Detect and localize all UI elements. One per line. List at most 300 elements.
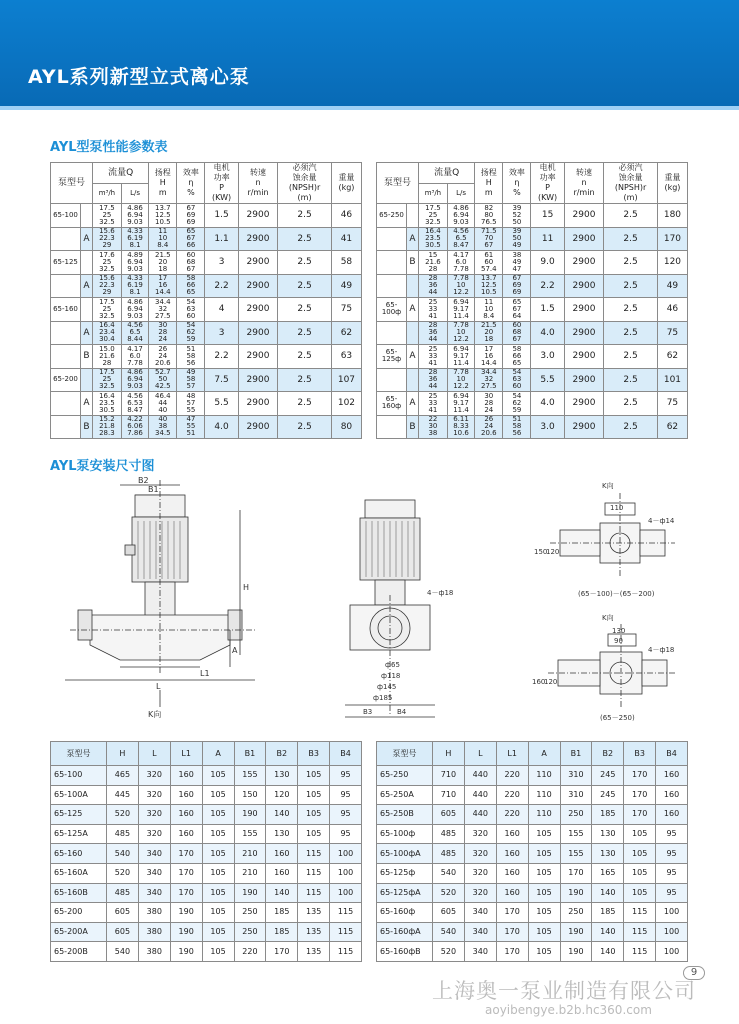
value-cell: 4.56 6.5 8.47 [447, 227, 474, 251]
table-header-row [377, 742, 688, 766]
value-cell: 95 [656, 883, 688, 903]
table-row [51, 227, 362, 251]
label-dim-150: 150 [534, 548, 548, 556]
value-cell: 115 [298, 863, 330, 883]
value-cell: 340 [464, 922, 496, 942]
value-cell: 105 [528, 844, 560, 864]
value-cell: 2.5 [278, 368, 332, 392]
table-row [51, 844, 362, 864]
performance-table-right [376, 162, 688, 439]
sub-model-cell [407, 368, 419, 392]
value-cell: 320 [138, 824, 170, 844]
value-cell: 71.5 70 67 [475, 227, 503, 251]
value-cell: 2.5 [278, 392, 332, 416]
sub-model-cell: A [81, 227, 93, 251]
value-cell: 4.0 [531, 321, 564, 345]
value-cell: 150 [234, 785, 266, 805]
value-cell: 130 [592, 824, 624, 844]
company-name: 上海奥一泵业制造有限公司 [432, 979, 696, 1003]
value-cell: 4.89 6.94 9.03 [121, 251, 148, 275]
table-row [377, 922, 688, 942]
model-cell: 65-250 [377, 204, 407, 228]
performance-table-left [50, 162, 362, 439]
table-row [51, 863, 362, 883]
value-cell: 39 52 50 [503, 204, 531, 228]
value-cell: 2900 [564, 298, 604, 322]
table-header-row [51, 163, 362, 184]
banner-stripe [0, 106, 739, 110]
table-row [377, 863, 688, 883]
value-cell: 1.5 [205, 204, 238, 228]
value-cell: 95 [656, 844, 688, 864]
model-cell: 65-200B [51, 942, 107, 962]
model-cell: 65-160B [51, 883, 107, 903]
value-cell: 4.56 6.5 8.44 [121, 321, 148, 345]
header-flow-unit-m3h: m³/h [93, 183, 122, 204]
value-cell: 107 [331, 368, 361, 392]
table-row [51, 321, 362, 345]
model-cell: 65-100A [51, 785, 107, 805]
table-row [377, 766, 688, 786]
value-cell: 54 63 60 [503, 368, 531, 392]
value-cell: 115 [330, 922, 362, 942]
value-cell: 340 [138, 883, 170, 903]
value-cell: 17.6 25 32.5 [93, 251, 122, 275]
header-cell: B1 [234, 742, 266, 766]
value-cell: 160 [496, 844, 528, 864]
value-cell: 105 [202, 883, 234, 903]
table-row [377, 392, 688, 416]
value-cell: 320 [464, 883, 496, 903]
model-cell: 65-250B [377, 805, 433, 825]
label-l: L [156, 682, 161, 691]
model-cell: 65-200 [51, 368, 81, 392]
value-cell: 1.1 [205, 227, 238, 251]
value-cell: 120 [266, 785, 298, 805]
sub-model-cell [81, 368, 93, 392]
value-cell: 52.7 50 42.5 [149, 368, 177, 392]
value-cell: 3.0 [531, 415, 564, 439]
value-cell: 100 [330, 863, 362, 883]
value-cell: 100 [656, 922, 688, 942]
value-cell: 140 [592, 942, 624, 962]
model-cell [377, 227, 407, 251]
value-cell: 185 [592, 903, 624, 923]
value-cell: 190 [560, 883, 592, 903]
value-cell: 100 [656, 903, 688, 923]
value-cell: 155 [234, 824, 266, 844]
value-cell: 605 [107, 903, 139, 923]
value-cell: 95 [656, 863, 688, 883]
label-k-view-2: K向 [602, 614, 614, 622]
value-cell: 2.5 [604, 345, 658, 369]
sub-model-cell [407, 274, 419, 298]
sub-model-cell: A [81, 392, 93, 416]
value-cell: 34.4 32 27.5 [149, 298, 177, 322]
model-cell: 65-160 [51, 298, 81, 322]
value-cell: 2.5 [604, 251, 658, 275]
performance-section-title: AYL型泵性能参数表 [50, 140, 168, 155]
value-cell: 140 [266, 883, 298, 903]
model-cell: 65-160ф [377, 392, 407, 416]
value-cell: 540 [433, 863, 465, 883]
value-cell: 100 [330, 883, 362, 903]
value-cell: 2.2 [205, 274, 238, 298]
value-cell: 16.4 23.5 30.5 [419, 227, 448, 251]
label-phi145: ф145 [377, 683, 397, 691]
value-cell: 41 [331, 227, 361, 251]
header-power: 电机 功率 P (KW) [205, 163, 238, 204]
sub-model-cell [81, 298, 93, 322]
value-cell: 17 16 14.4 [475, 345, 503, 369]
value-cell: 190 [170, 903, 202, 923]
value-cell: 5.5 [205, 392, 238, 416]
table-row [377, 824, 688, 844]
value-cell: 170 [170, 863, 202, 883]
value-cell: 710 [433, 785, 465, 805]
value-cell: 540 [107, 844, 139, 864]
model-cell [377, 274, 407, 298]
value-cell: 2900 [564, 274, 604, 298]
value-cell: 170 [496, 942, 528, 962]
value-cell: 4.22 6.06 7.86 [121, 415, 148, 439]
header-efficiency: 效率 η % [503, 163, 531, 204]
value-cell: 9.0 [531, 251, 564, 275]
header-cell: B2 [592, 742, 624, 766]
value-cell: 340 [464, 903, 496, 923]
value-cell: 110 [528, 805, 560, 825]
value-cell: 190 [560, 942, 592, 962]
table-row [377, 844, 688, 864]
value-cell: 185 [266, 903, 298, 923]
sub-model-cell [81, 204, 93, 228]
value-cell: 105 [202, 844, 234, 864]
page-title: AYL系列新型立式离心泵 [28, 66, 250, 88]
header-cell: B1 [560, 742, 592, 766]
value-cell: 245 [592, 785, 624, 805]
value-cell: 105 [202, 785, 234, 805]
value-cell: 4 [205, 298, 238, 322]
value-cell: 380 [138, 903, 170, 923]
value-cell: 7.78 10 12.2 [447, 368, 474, 392]
header-power: 电机 功率 P (KW) [531, 163, 564, 204]
table-row [51, 883, 362, 903]
model-cell [377, 415, 407, 439]
value-cell: 170 [496, 903, 528, 923]
table-row [377, 883, 688, 903]
value-cell: 190 [560, 922, 592, 942]
label-phi65: ф65 [385, 661, 400, 669]
value-cell: 4.0 [531, 392, 564, 416]
value-cell: 2.5 [278, 274, 332, 298]
value-cell: 17.5 25 32.5 [93, 204, 122, 228]
model-cell: 65-125ф [377, 863, 433, 883]
value-cell: 2900 [564, 227, 604, 251]
value-cell: 2.5 [604, 392, 658, 416]
value-cell: 7.78 10 12.2 [447, 274, 474, 298]
value-cell: 75 [657, 392, 687, 416]
value-cell: 58 66 65 [503, 345, 531, 369]
table-row [377, 942, 688, 962]
value-cell: 2900 [238, 321, 278, 345]
header-cell: B3 [624, 742, 656, 766]
model-cell [51, 227, 81, 251]
table-row [51, 392, 362, 416]
value-cell: 21.5 20 18 [475, 321, 503, 345]
pump-front-elevation-drawing [335, 495, 480, 725]
value-cell: 40 38 34.5 [149, 415, 177, 439]
sub-model-cell: B [407, 415, 419, 439]
value-cell: 105 [528, 883, 560, 903]
table-header-row [51, 742, 362, 766]
value-cell: 160 [170, 824, 202, 844]
value-cell: 38 49 47 [503, 251, 531, 275]
value-cell: 6.94 9.17 11.4 [447, 298, 474, 322]
table-row [377, 903, 688, 923]
value-cell: 115 [330, 903, 362, 923]
header-head: 扬程 H m [149, 163, 177, 204]
value-cell: 2900 [238, 204, 278, 228]
value-cell: 105 [202, 805, 234, 825]
model-cell [51, 274, 81, 298]
value-cell: 3 [205, 321, 238, 345]
value-cell: 310 [560, 785, 592, 805]
value-cell: 2.5 [604, 204, 658, 228]
value-cell: 2.5 [604, 368, 658, 392]
sub-model-cell: B [407, 251, 419, 275]
value-cell: 30 28 24 [149, 321, 177, 345]
table-row [377, 204, 688, 228]
value-cell: 6.94 9.17 11.4 [447, 345, 474, 369]
table-row [377, 298, 688, 322]
header-flow-unit-m3h: m³/h [419, 183, 448, 204]
value-cell: 605 [433, 805, 465, 825]
table-row [51, 785, 362, 805]
value-cell: 16.4 23.5 30.5 [93, 392, 122, 416]
value-cell: 2900 [564, 251, 604, 275]
value-cell: 17.5 25 32.5 [93, 368, 122, 392]
value-cell: 4.86 6.94 9.03 [121, 368, 148, 392]
value-cell: 39 50 49 [503, 227, 531, 251]
header-cell: L1 [496, 742, 528, 766]
value-cell: 105 [202, 863, 234, 883]
value-cell: 105 [624, 844, 656, 864]
value-cell: 2.5 [278, 321, 332, 345]
value-cell: 95 [330, 785, 362, 805]
value-cell: 310 [560, 766, 592, 786]
value-cell: 105 [298, 766, 330, 786]
value-cell: 7.78 10 12.2 [447, 321, 474, 345]
value-cell: 1.5 [531, 298, 564, 322]
value-cell: 445 [107, 785, 139, 805]
value-cell: 2.2 [205, 345, 238, 369]
table-row [377, 321, 688, 345]
page-number: 9 [683, 966, 705, 980]
value-cell: 4.17 6.0 7.78 [447, 251, 474, 275]
value-cell: 2.2 [531, 274, 564, 298]
value-cell: 2.5 [604, 415, 658, 439]
label-b1: B1 [148, 485, 159, 494]
value-cell: 135 [298, 922, 330, 942]
value-cell: 210 [234, 863, 266, 883]
value-cell: 15.6 22.3 29 [93, 227, 122, 251]
value-cell: 65 67 66 [177, 227, 205, 251]
k-view-drawing-65-100-200 [530, 478, 680, 603]
value-cell: 165 [592, 863, 624, 883]
value-cell: 67 69 69 [503, 274, 531, 298]
value-cell: 13.7 12.5 10.5 [149, 204, 177, 228]
value-cell: 220 [496, 805, 528, 825]
table-row [377, 805, 688, 825]
value-cell: 25 33 41 [419, 392, 448, 416]
header-flow-unit-ls: L/s [447, 183, 474, 204]
model-cell [51, 415, 81, 439]
model-cell: 65-125фA [377, 883, 433, 903]
value-cell: 54 62 59 [177, 321, 205, 345]
sub-model-cell [407, 204, 419, 228]
value-cell: 2.5 [278, 298, 332, 322]
dimension-table-left [50, 741, 362, 962]
header-flow-unit-ls: L/s [121, 183, 148, 204]
value-cell: 25 33 41 [419, 345, 448, 369]
value-cell: 540 [433, 922, 465, 942]
model-cell [377, 321, 407, 345]
header-cell: H [107, 742, 139, 766]
model-cell: 65-160фB [377, 942, 433, 962]
value-cell: 155 [234, 766, 266, 786]
value-cell: 485 [107, 824, 139, 844]
value-cell: 115 [330, 942, 362, 962]
model-cell: 65-250 [377, 766, 433, 786]
model-cell: 65-125ф [377, 345, 407, 369]
value-cell: 105 [202, 942, 234, 962]
value-cell: 105 [528, 922, 560, 942]
header-head: 扬程 H m [475, 163, 503, 204]
value-cell: 60 68 67 [177, 251, 205, 275]
value-cell: 130 [266, 766, 298, 786]
value-cell: 4.33 6.19 8.1 [121, 227, 148, 251]
value-cell: 95 [330, 805, 362, 825]
value-cell: 75 [657, 321, 687, 345]
value-cell: 62 [657, 345, 687, 369]
value-cell: 110 [528, 766, 560, 786]
value-cell: 26 24 20.6 [475, 415, 503, 439]
value-cell: 28 36 44 [419, 321, 448, 345]
value-cell: 110 [528, 785, 560, 805]
value-cell: 47 55 51 [177, 415, 205, 439]
label-b3: B3 [363, 708, 373, 716]
label-phi185: ф185 [373, 694, 393, 702]
sub-model-cell: A [407, 345, 419, 369]
value-cell: 2900 [564, 415, 604, 439]
value-cell: 2900 [238, 227, 278, 251]
value-cell: 485 [433, 824, 465, 844]
label-dim-90: 90 [614, 637, 623, 645]
table-row [377, 415, 688, 439]
header-weight: 重量 (kg) [331, 163, 361, 204]
sub-model-cell [407, 321, 419, 345]
value-cell: 17 16 14.4 [149, 274, 177, 298]
sub-model-cell: A [81, 274, 93, 298]
header-cell: B4 [330, 742, 362, 766]
value-cell: 180 [657, 204, 687, 228]
value-cell: 220 [234, 942, 266, 962]
value-cell: 485 [433, 844, 465, 864]
value-cell: 11 [531, 227, 564, 251]
value-cell: 540 [107, 942, 139, 962]
value-cell: 49 [657, 274, 687, 298]
table-row [51, 942, 362, 962]
value-cell: 34.4 32 27.5 [475, 368, 503, 392]
value-cell: 155 [560, 824, 592, 844]
value-cell: 26 24 20.6 [149, 345, 177, 369]
value-cell: 101 [657, 368, 687, 392]
header-model: 泵型号 [377, 163, 419, 204]
value-cell: 17.5 25 32.5 [93, 298, 122, 322]
table-row [51, 274, 362, 298]
value-cell: 170 [560, 863, 592, 883]
header-speed: 转速 n r/min [564, 163, 604, 204]
value-cell: 605 [433, 903, 465, 923]
value-cell: 3 [205, 251, 238, 275]
value-cell: 105 [202, 766, 234, 786]
value-cell: 340 [138, 844, 170, 864]
value-cell: 49 58 57 [177, 368, 205, 392]
sub-model-cell: A [407, 392, 419, 416]
value-cell: 58 [331, 251, 361, 275]
caption-k-view-1: (65－100)－(65－200) [578, 590, 655, 598]
value-cell: 15 [531, 204, 564, 228]
value-cell: 15.0 21.6 28 [93, 345, 122, 369]
value-cell: 95 [330, 766, 362, 786]
value-cell: 5.5 [531, 368, 564, 392]
value-cell: 520 [107, 863, 139, 883]
value-cell: 95 [656, 824, 688, 844]
table-row [51, 368, 362, 392]
model-cell: 65-160фA [377, 922, 433, 942]
caption-k-view-2: (65－250) [600, 714, 635, 722]
value-cell: 4.33 6.19 8.1 [121, 274, 148, 298]
value-cell: 49 [331, 274, 361, 298]
value-cell: 25 33 41 [419, 298, 448, 322]
table-row [377, 274, 688, 298]
table-row [377, 251, 688, 275]
label-a: A [232, 646, 238, 655]
header-cell: A [202, 742, 234, 766]
value-cell: 17.5 25 32.5 [419, 204, 448, 228]
value-cell: 160 [656, 785, 688, 805]
value-cell: 520 [107, 805, 139, 825]
model-cell: 65-160 [51, 844, 107, 864]
table-row [377, 785, 688, 805]
model-cell: 65-125A [51, 824, 107, 844]
sub-model-cell: A [407, 227, 419, 251]
table-header-row [377, 163, 688, 184]
value-cell: 210 [234, 844, 266, 864]
value-cell: 82 80 76.5 [475, 204, 503, 228]
value-cell: 2.5 [278, 415, 332, 439]
header-cell: B4 [656, 742, 688, 766]
value-cell: 80 [331, 415, 361, 439]
value-cell: 140 [266, 805, 298, 825]
model-cell: 65-100фA [377, 844, 433, 864]
value-cell: 102 [331, 392, 361, 416]
value-cell: 2900 [238, 298, 278, 322]
dimension-table-right [376, 741, 688, 962]
header-cell: 泵型号 [377, 742, 433, 766]
header-banner [0, 0, 739, 110]
value-cell: 65 67 64 [503, 298, 531, 322]
